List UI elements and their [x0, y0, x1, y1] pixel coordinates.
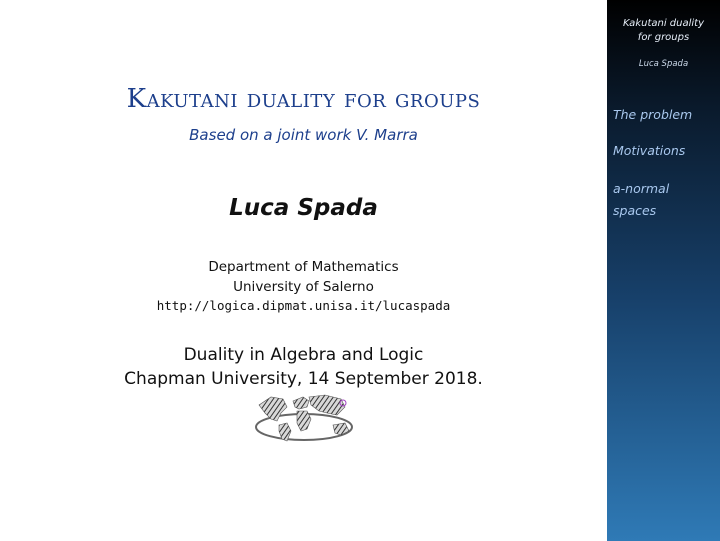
conference-venue-date: Chapman University, 14 September 2018.	[124, 369, 483, 389]
navigation-sidebar	[607, 0, 720, 541]
department: Department of Mathematics	[208, 259, 399, 275]
university: University of Salerno	[233, 279, 374, 295]
slide-title: Kakutani duality for groups	[126, 84, 481, 114]
sidebar-author: Luca Spada	[638, 59, 689, 69]
globe-logo-icon	[249, 391, 359, 445]
sidebar-title: Kakutani duality	[622, 18, 704, 29]
slide-subtitle: Based on a joint work V. Marra	[189, 126, 418, 144]
nav-item-a-normal-spaces[interactable]: a-normal	[613, 181, 670, 196]
nav-item-a-normal-spaces-line2[interactable]: spaces	[613, 203, 657, 218]
nav-item-the-problem[interactable]: The problem	[613, 107, 693, 122]
sidebar-title-line2: for groups	[637, 32, 690, 43]
conference-name: Duality in Algebra and Logic	[183, 345, 424, 365]
nav-item-motivations[interactable]: Motivations	[613, 143, 686, 158]
author-name: Luca Spada	[229, 195, 378, 221]
author-url[interactable]: http://logica.dipmat.unisa.it/lucaspada	[156, 298, 451, 313]
